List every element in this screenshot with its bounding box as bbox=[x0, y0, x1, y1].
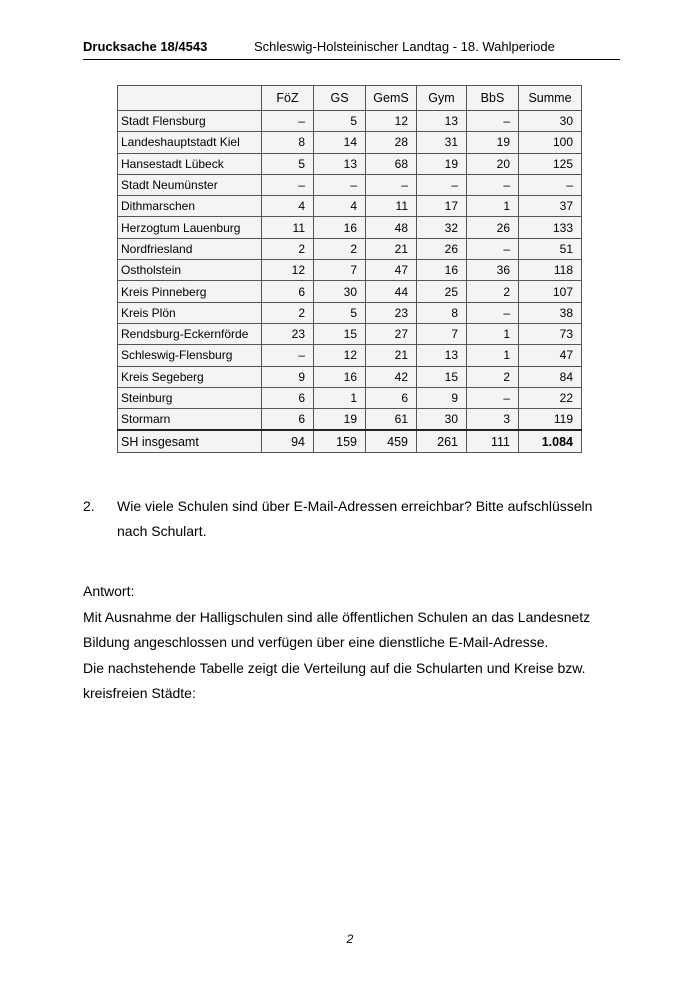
value-cell: 73 bbox=[519, 323, 582, 344]
table-body bbox=[118, 111, 582, 453]
value-cell: 118 bbox=[519, 260, 582, 281]
column-header: GemS bbox=[366, 86, 417, 111]
value-cell: 28 bbox=[366, 132, 417, 153]
column-header: BbS bbox=[467, 86, 519, 111]
value-cell: 20 bbox=[467, 153, 519, 174]
value-cell: 94 bbox=[262, 430, 314, 452]
value-cell: 12 bbox=[314, 345, 366, 366]
value-cell: 23 bbox=[366, 302, 417, 323]
value-cell: 61 bbox=[366, 409, 417, 431]
value-cell: 2 bbox=[314, 238, 366, 259]
value-cell: – bbox=[314, 174, 366, 195]
value-cell: – bbox=[519, 174, 582, 195]
value-cell: 84 bbox=[519, 366, 582, 387]
table-row bbox=[118, 132, 582, 153]
question-number: 2. bbox=[83, 498, 95, 514]
value-cell: 19 bbox=[417, 153, 467, 174]
value-cell: 107 bbox=[519, 281, 582, 302]
value-cell: 51 bbox=[519, 238, 582, 259]
value-cell: 133 bbox=[519, 217, 582, 238]
table-total-row bbox=[118, 430, 582, 452]
value-cell: 42 bbox=[366, 366, 417, 387]
value-cell: 8 bbox=[262, 132, 314, 153]
value-cell: 1 bbox=[467, 196, 519, 217]
value-cell: 459 bbox=[366, 430, 417, 452]
document-title: Schleswig-Holsteinischer Landtag - 18. Wahlperiode bbox=[254, 39, 555, 54]
value-cell: 7 bbox=[417, 323, 467, 344]
region-name-cell: Herzogtum Lauenburg bbox=[118, 217, 262, 238]
value-cell: 30 bbox=[417, 409, 467, 431]
value-cell: 27 bbox=[366, 323, 417, 344]
value-cell: 8 bbox=[417, 302, 467, 323]
value-cell: 1 bbox=[467, 345, 519, 366]
region-name-cell: Stadt Neumünster bbox=[118, 174, 262, 195]
value-cell: – bbox=[262, 111, 314, 132]
value-cell: 2 bbox=[467, 281, 519, 302]
answer-label: Antwort: bbox=[83, 583, 135, 599]
value-cell: 44 bbox=[366, 281, 417, 302]
page-number: 2 bbox=[346, 932, 354, 946]
value-cell: 26 bbox=[417, 238, 467, 259]
value-cell: 47 bbox=[366, 260, 417, 281]
value-cell: 30 bbox=[519, 111, 582, 132]
answer-line: kreisfreien Städte: bbox=[83, 685, 196, 701]
table-row bbox=[118, 387, 582, 408]
table-row bbox=[118, 260, 582, 281]
value-cell: 13 bbox=[314, 153, 366, 174]
value-cell: 9 bbox=[262, 366, 314, 387]
value-cell: 21 bbox=[366, 238, 417, 259]
column-header: Summe bbox=[519, 86, 582, 111]
value-cell: 6 bbox=[262, 281, 314, 302]
answer-line: Bildung angeschlossen und verfügen über eine dienstliche E-Mail-Adresse. bbox=[83, 634, 549, 650]
value-cell: – bbox=[467, 174, 519, 195]
region-name-cell: Ostholstein bbox=[118, 260, 262, 281]
value-cell: 25 bbox=[417, 281, 467, 302]
value-cell: – bbox=[417, 174, 467, 195]
value-cell: 36 bbox=[467, 260, 519, 281]
school-table bbox=[117, 85, 582, 453]
column-header: GS bbox=[314, 86, 366, 111]
value-cell: 32 bbox=[417, 217, 467, 238]
value-cell: 111 bbox=[467, 430, 519, 452]
region-name-cell: Kreis Plön bbox=[118, 302, 262, 323]
value-cell: – bbox=[262, 345, 314, 366]
value-cell: – bbox=[467, 238, 519, 259]
table-row bbox=[118, 302, 582, 323]
value-cell: 17 bbox=[417, 196, 467, 217]
table-header-row bbox=[118, 86, 582, 111]
school-table-container bbox=[117, 85, 581, 453]
answer-line: Die nachstehende Tabelle zeigt die Verteilung auf die Schularten und Kreise bzw. bbox=[83, 659, 586, 676]
table-row bbox=[118, 366, 582, 387]
value-cell: 11 bbox=[262, 217, 314, 238]
value-cell: 4 bbox=[314, 196, 366, 217]
document-number: Drucksache 18/4543 bbox=[83, 39, 208, 54]
value-cell: 2 bbox=[262, 238, 314, 259]
value-cell: 21 bbox=[366, 345, 417, 366]
region-name-cell: Rendsburg-Eckernförde bbox=[118, 323, 262, 344]
table-row bbox=[118, 281, 582, 302]
table-row bbox=[118, 323, 582, 344]
region-name-cell: Hansestadt Lübeck bbox=[118, 153, 262, 174]
value-cell: 6 bbox=[366, 387, 417, 408]
value-cell: 13 bbox=[417, 345, 467, 366]
table-row bbox=[118, 153, 582, 174]
value-cell: 6 bbox=[262, 409, 314, 431]
value-cell: 23 bbox=[262, 323, 314, 344]
region-name-cell: Kreis Segeberg bbox=[118, 366, 262, 387]
value-cell: 3 bbox=[467, 409, 519, 431]
value-cell: – bbox=[467, 111, 519, 132]
column-header: Gym bbox=[417, 86, 467, 111]
value-cell: 16 bbox=[314, 366, 366, 387]
table-row bbox=[118, 111, 582, 132]
value-cell: – bbox=[366, 174, 417, 195]
value-cell: 5 bbox=[314, 302, 366, 323]
value-cell: 9 bbox=[417, 387, 467, 408]
value-cell: 12 bbox=[262, 260, 314, 281]
value-cell: 15 bbox=[314, 323, 366, 344]
table-row bbox=[118, 217, 582, 238]
value-cell: 16 bbox=[417, 260, 467, 281]
value-cell: 4 bbox=[262, 196, 314, 217]
page-header bbox=[83, 39, 620, 60]
table-row bbox=[118, 409, 582, 431]
value-cell: 119 bbox=[519, 409, 582, 431]
value-cell: 16 bbox=[314, 217, 366, 238]
table-row bbox=[118, 238, 582, 259]
region-name-cell: Stadt Flensburg bbox=[118, 111, 262, 132]
region-name-cell: SH insgesamt bbox=[118, 430, 262, 452]
value-cell: 100 bbox=[519, 132, 582, 153]
value-cell: 125 bbox=[519, 153, 582, 174]
region-name-cell: Landeshauptstadt Kiel bbox=[118, 132, 262, 153]
value-cell: 38 bbox=[519, 302, 582, 323]
table-row bbox=[118, 345, 582, 366]
value-cell: 31 bbox=[417, 132, 467, 153]
value-cell: – bbox=[262, 174, 314, 195]
region-name-cell: Dithmarschen bbox=[118, 196, 262, 217]
value-cell: 12 bbox=[366, 111, 417, 132]
value-cell: 5 bbox=[314, 111, 366, 132]
value-cell: – bbox=[467, 387, 519, 408]
value-cell: 26 bbox=[467, 217, 519, 238]
value-cell: 1 bbox=[314, 387, 366, 408]
value-cell: 2 bbox=[262, 302, 314, 323]
value-cell: 47 bbox=[519, 345, 582, 366]
value-cell: 7 bbox=[314, 260, 366, 281]
region-name-cell: Schleswig-Flensburg bbox=[118, 345, 262, 366]
answer-block bbox=[83, 579, 623, 707]
column-header: FöZ bbox=[262, 86, 314, 111]
column-header bbox=[118, 86, 262, 111]
table-row bbox=[118, 174, 582, 195]
value-cell: 1 bbox=[467, 323, 519, 344]
value-cell: 159 bbox=[314, 430, 366, 452]
value-cell: 11 bbox=[366, 196, 417, 217]
table-row bbox=[118, 196, 582, 217]
value-cell: 19 bbox=[467, 132, 519, 153]
value-cell: 261 bbox=[417, 430, 467, 452]
value-cell: 5 bbox=[262, 153, 314, 174]
region-name-cell: Kreis Pinneberg bbox=[118, 281, 262, 302]
region-name-cell: Nordfriesland bbox=[118, 238, 262, 259]
region-name-cell: Stormarn bbox=[118, 409, 262, 431]
region-name-cell: Steinburg bbox=[118, 387, 262, 408]
value-cell: 37 bbox=[519, 196, 582, 217]
value-cell: 22 bbox=[519, 387, 582, 408]
value-cell: 30 bbox=[314, 281, 366, 302]
value-cell: 13 bbox=[417, 111, 467, 132]
value-cell: 68 bbox=[366, 153, 417, 174]
value-cell: – bbox=[467, 302, 519, 323]
value-cell: 6 bbox=[262, 387, 314, 408]
question-text: Wie viele Schulen sind über E-Mail-Adressen erreichbar? Bitte aufschlüsseln nach Schulart. bbox=[117, 498, 593, 539]
value-cell: 19 bbox=[314, 409, 366, 431]
value-cell: 48 bbox=[366, 217, 417, 238]
value-cell: 2 bbox=[467, 366, 519, 387]
answer-line: Mit Ausnahme der Halligschulen sind alle öffentlichen Schulen an das Landesnetz bbox=[83, 608, 591, 625]
value-cell: 14 bbox=[314, 132, 366, 153]
value-cell: 15 bbox=[417, 366, 467, 387]
value-cell: 1.084 bbox=[519, 430, 582, 452]
